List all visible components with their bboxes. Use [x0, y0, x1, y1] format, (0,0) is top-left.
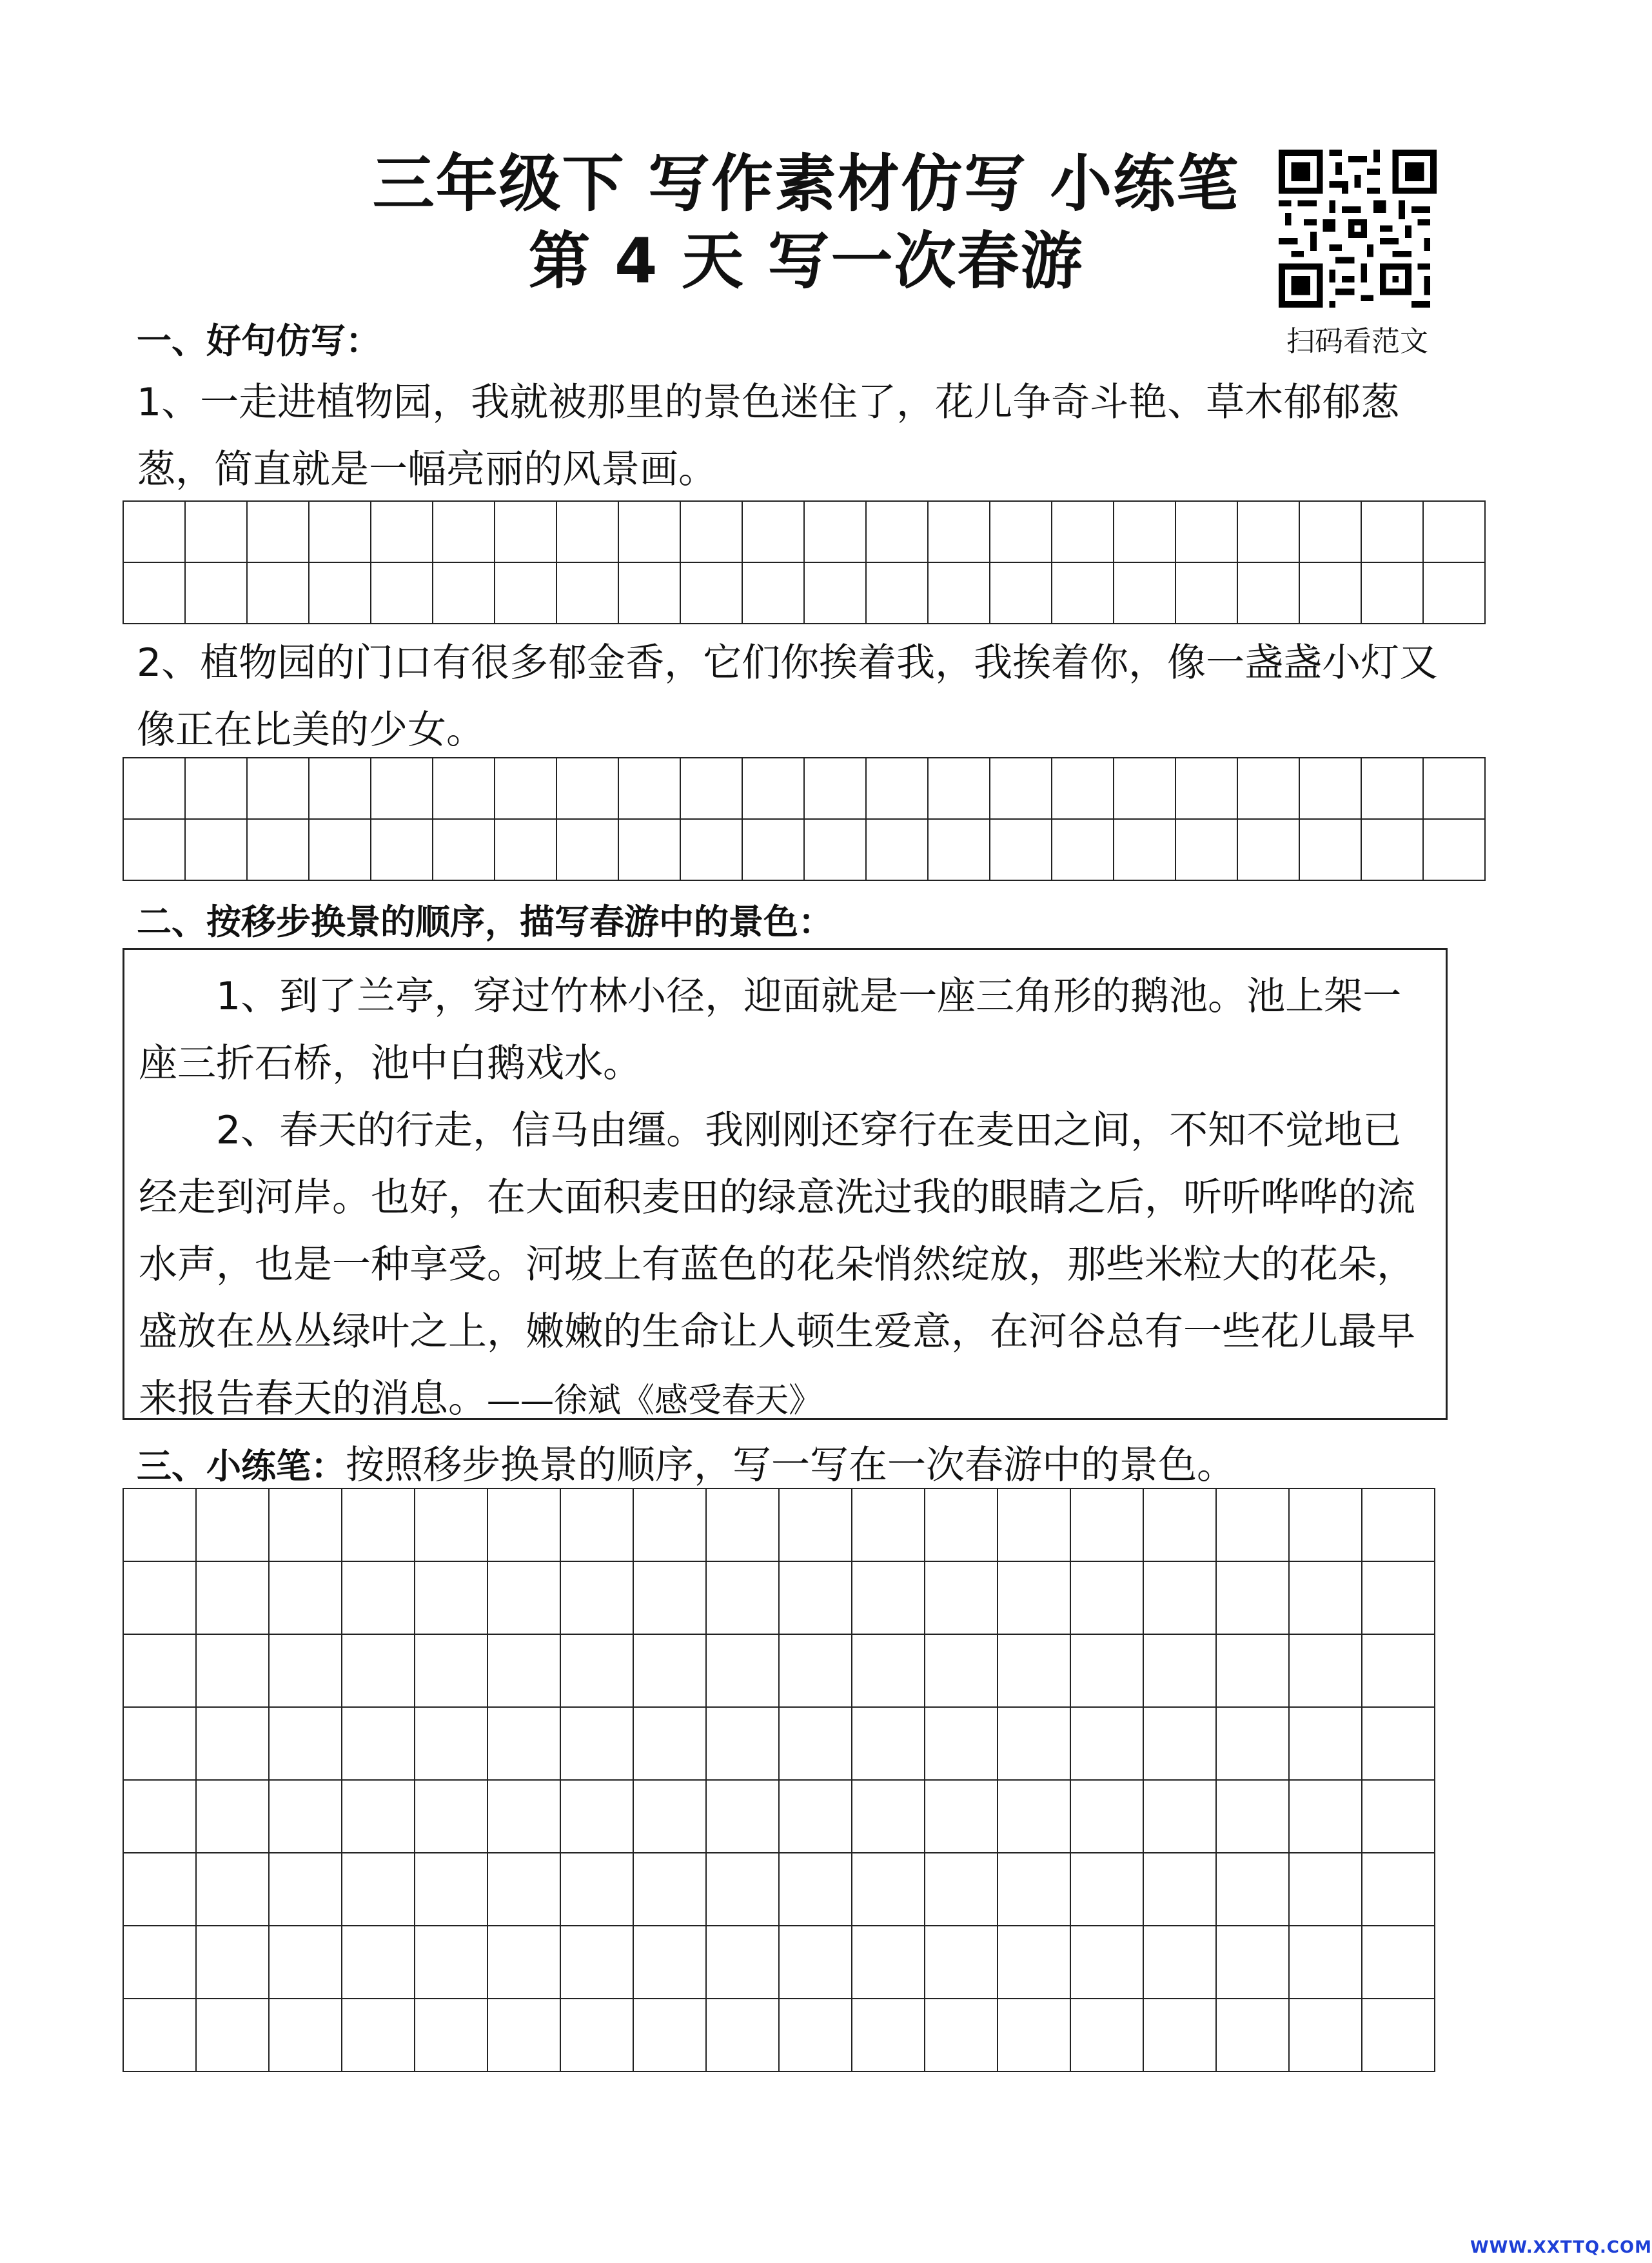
section-3-instruction: 按照移步换景的顺序，写一写在一次春游中的景色。 [346, 1443, 1235, 1488]
section-3-heading-line [137, 1439, 1235, 1492]
page-title: 三年级下 写作素材仿写 小练笔 [372, 148, 1240, 220]
section-3-heading: 三、小练笔： [137, 1446, 346, 1487]
example-paragraph-2-text: 2、春天的行走，信马由缰。我刚刚还穿行在麦田之间，不知不觉地已经走到河岸。也好，在大面积麦田的绿意洗过我的眼睛之后，听听哗哗的流水声，也是一种享受。河坡上有蓝色的花朵悄然绽放，那些米粒大的花朵，盛放在丛丛绿叶之上，嫩嫩的生命让人顿生爱意，在河谷总有一些花儿最早来报告春天的消息。 [139, 1108, 1415, 1421]
qr-caption: 扫码看范文 [1286, 325, 1428, 358]
section-2-heading: 二、按移步换景的顺序，描写春游中的景色： [137, 902, 833, 942]
example-paragraph-2 [139, 1097, 1430, 1434]
writing-grid-2[interactable] [123, 757, 1486, 881]
attribution: ——徐斌《感受春天》 [487, 1381, 823, 1420]
example-passage-box [123, 948, 1448, 1420]
page-subtitle: 第 4 天 写一次春游 [528, 225, 1084, 297]
example-paragraph-1: 1、到了兰亭，穿过竹林小径，迎面就是一座三角形的鹅池。池上架一座三折石桥，池中白鹅戏水。 [139, 974, 1402, 1086]
practice-writing-grid[interactable] [123, 1488, 1435, 2072]
qr-code-icon [1279, 150, 1437, 308]
section-1-heading: 一、好句仿写： [137, 321, 380, 361]
watermark: WWW.XXTTQ.COM [1470, 2238, 1652, 2257]
model-sentence-1: 1、一走进植物园，我就被那里的景色迷住了，花儿争奇斗艳、草木郁郁葱葱，简直就是一幅亮丽的风景画。 [137, 380, 1400, 492]
writing-grid-1[interactable] [123, 500, 1486, 624]
model-sentence-2: 2、植物园的门口有很多郁金香，它们你挨着我，我挨着你，像一盏盏小灯又像正在比美的少女。 [137, 640, 1439, 753]
